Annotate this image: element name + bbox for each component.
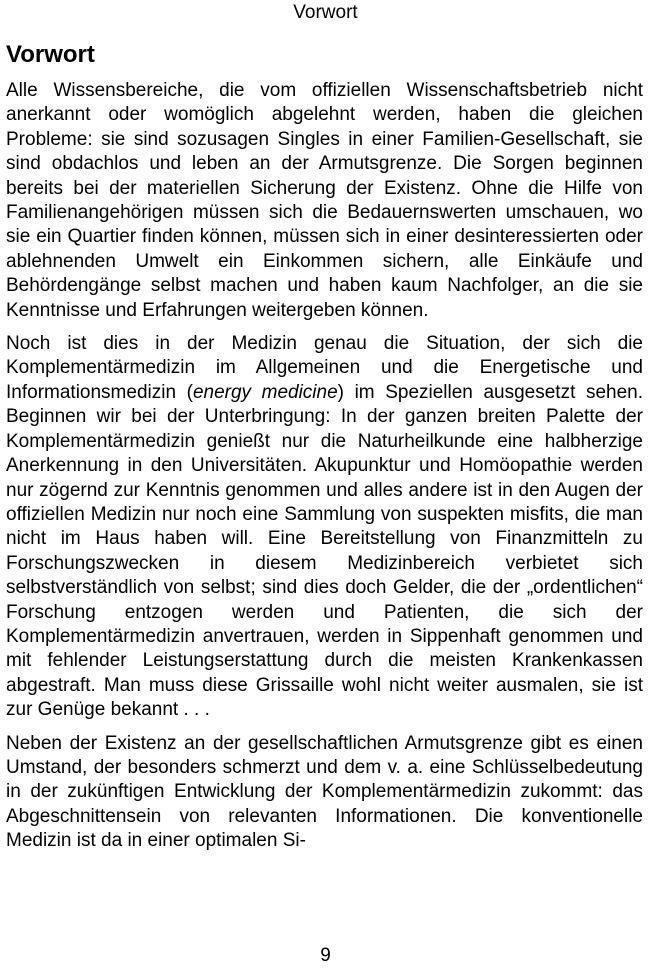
paragraph-2 bbox=[6, 332, 643, 723]
paragraph-2-text-after: ) im Speziellen ausgesetzt sehen. Beginnen wir bei der Unterbringung: In der ganzen breiten Palette der Komplementärmedizin genießt nur die Naturheilkunde eine halbherzige Anerkennung in den Universitäten. Akupunktur und Homöopathie werden nur zögernd zur Kenntnis genommen und alles andere ist in den Augen der offiziellen Medizin nur noch eine Sammlung von suspekten misfits, die man nicht im Haus haben will. Eine Bereitstellung von Finanzmitteln zu Forschungszwecken in diesem Medizinbereich verbietet sich selbstverständlich von selbst; sind dies doch Gelder, die der „ordentlichen“ Forschung entzogen werden und Patienten, die sich der Komplementärmedizin anvertrauen, werden in Sippenhaft genommen und mit fehlender Leistungserstattung durch die meisten Krankenkassen abgestraft. Man muss diese Grissaille wohl nicht weiter ausmalen, sie ist zur Genüge bekannt . . . bbox=[6, 381, 643, 721]
paragraph-2-text-before: Noch ist dies in der Medizin genau die Situation, der sich die Komplementärmedizin im Allgemeinen und die Energetische und Informationsmedizin ( bbox=[6, 333, 643, 403]
paragraph-2-emphasis: energy medicine bbox=[192, 381, 338, 403]
paragraph-3: Neben der Existenz an der gesellschaftlichen Armutsgrenze gibt es einen Umstand, der besonders schmerzt und dem v. a. eine Schlüsselbedeutung in der zukünftigen Entwicklung der Komplementärmedizin zukommt: das Abgeschnittensein von relevanten Informationen. Die konventionelle Medizin ist da in einer optimalen Si- bbox=[6, 732, 643, 852]
paragraph-1: Alle Wissensbereiche, die vom offiziellen Wissenschaftsbetrieb nicht anerkannt oder womöglich abgelehnt werden, haben die gleichen Probleme: sie sind sozusagen Singles in einer Familien-Gesellschaft, sie sind obdachlos und leben an der Armutsgrenze. Die Sorgen beginnen bereits bei der materiellen Sicherung der Existenz. Ohne die Hilfe von Familienangehörigen müssen sich die Bedauernswerten umschauen, wo sie ein Quartier finden können, müssen sich in einer desinteressierten oder ablehnenden Umwelt ein Einkommen sichern, alle Einkäufe und Behördengänge selbst machen und haben kaum Nachfolger, an die sie Kenntnisse und Erfahrungen weitergeben können. bbox=[6, 80, 643, 321]
body-text bbox=[6, 79, 643, 863]
chapter-title: Vorwort bbox=[6, 41, 95, 68]
page-number: 9 bbox=[320, 945, 331, 966]
running-header: Vorwort bbox=[293, 2, 358, 23]
